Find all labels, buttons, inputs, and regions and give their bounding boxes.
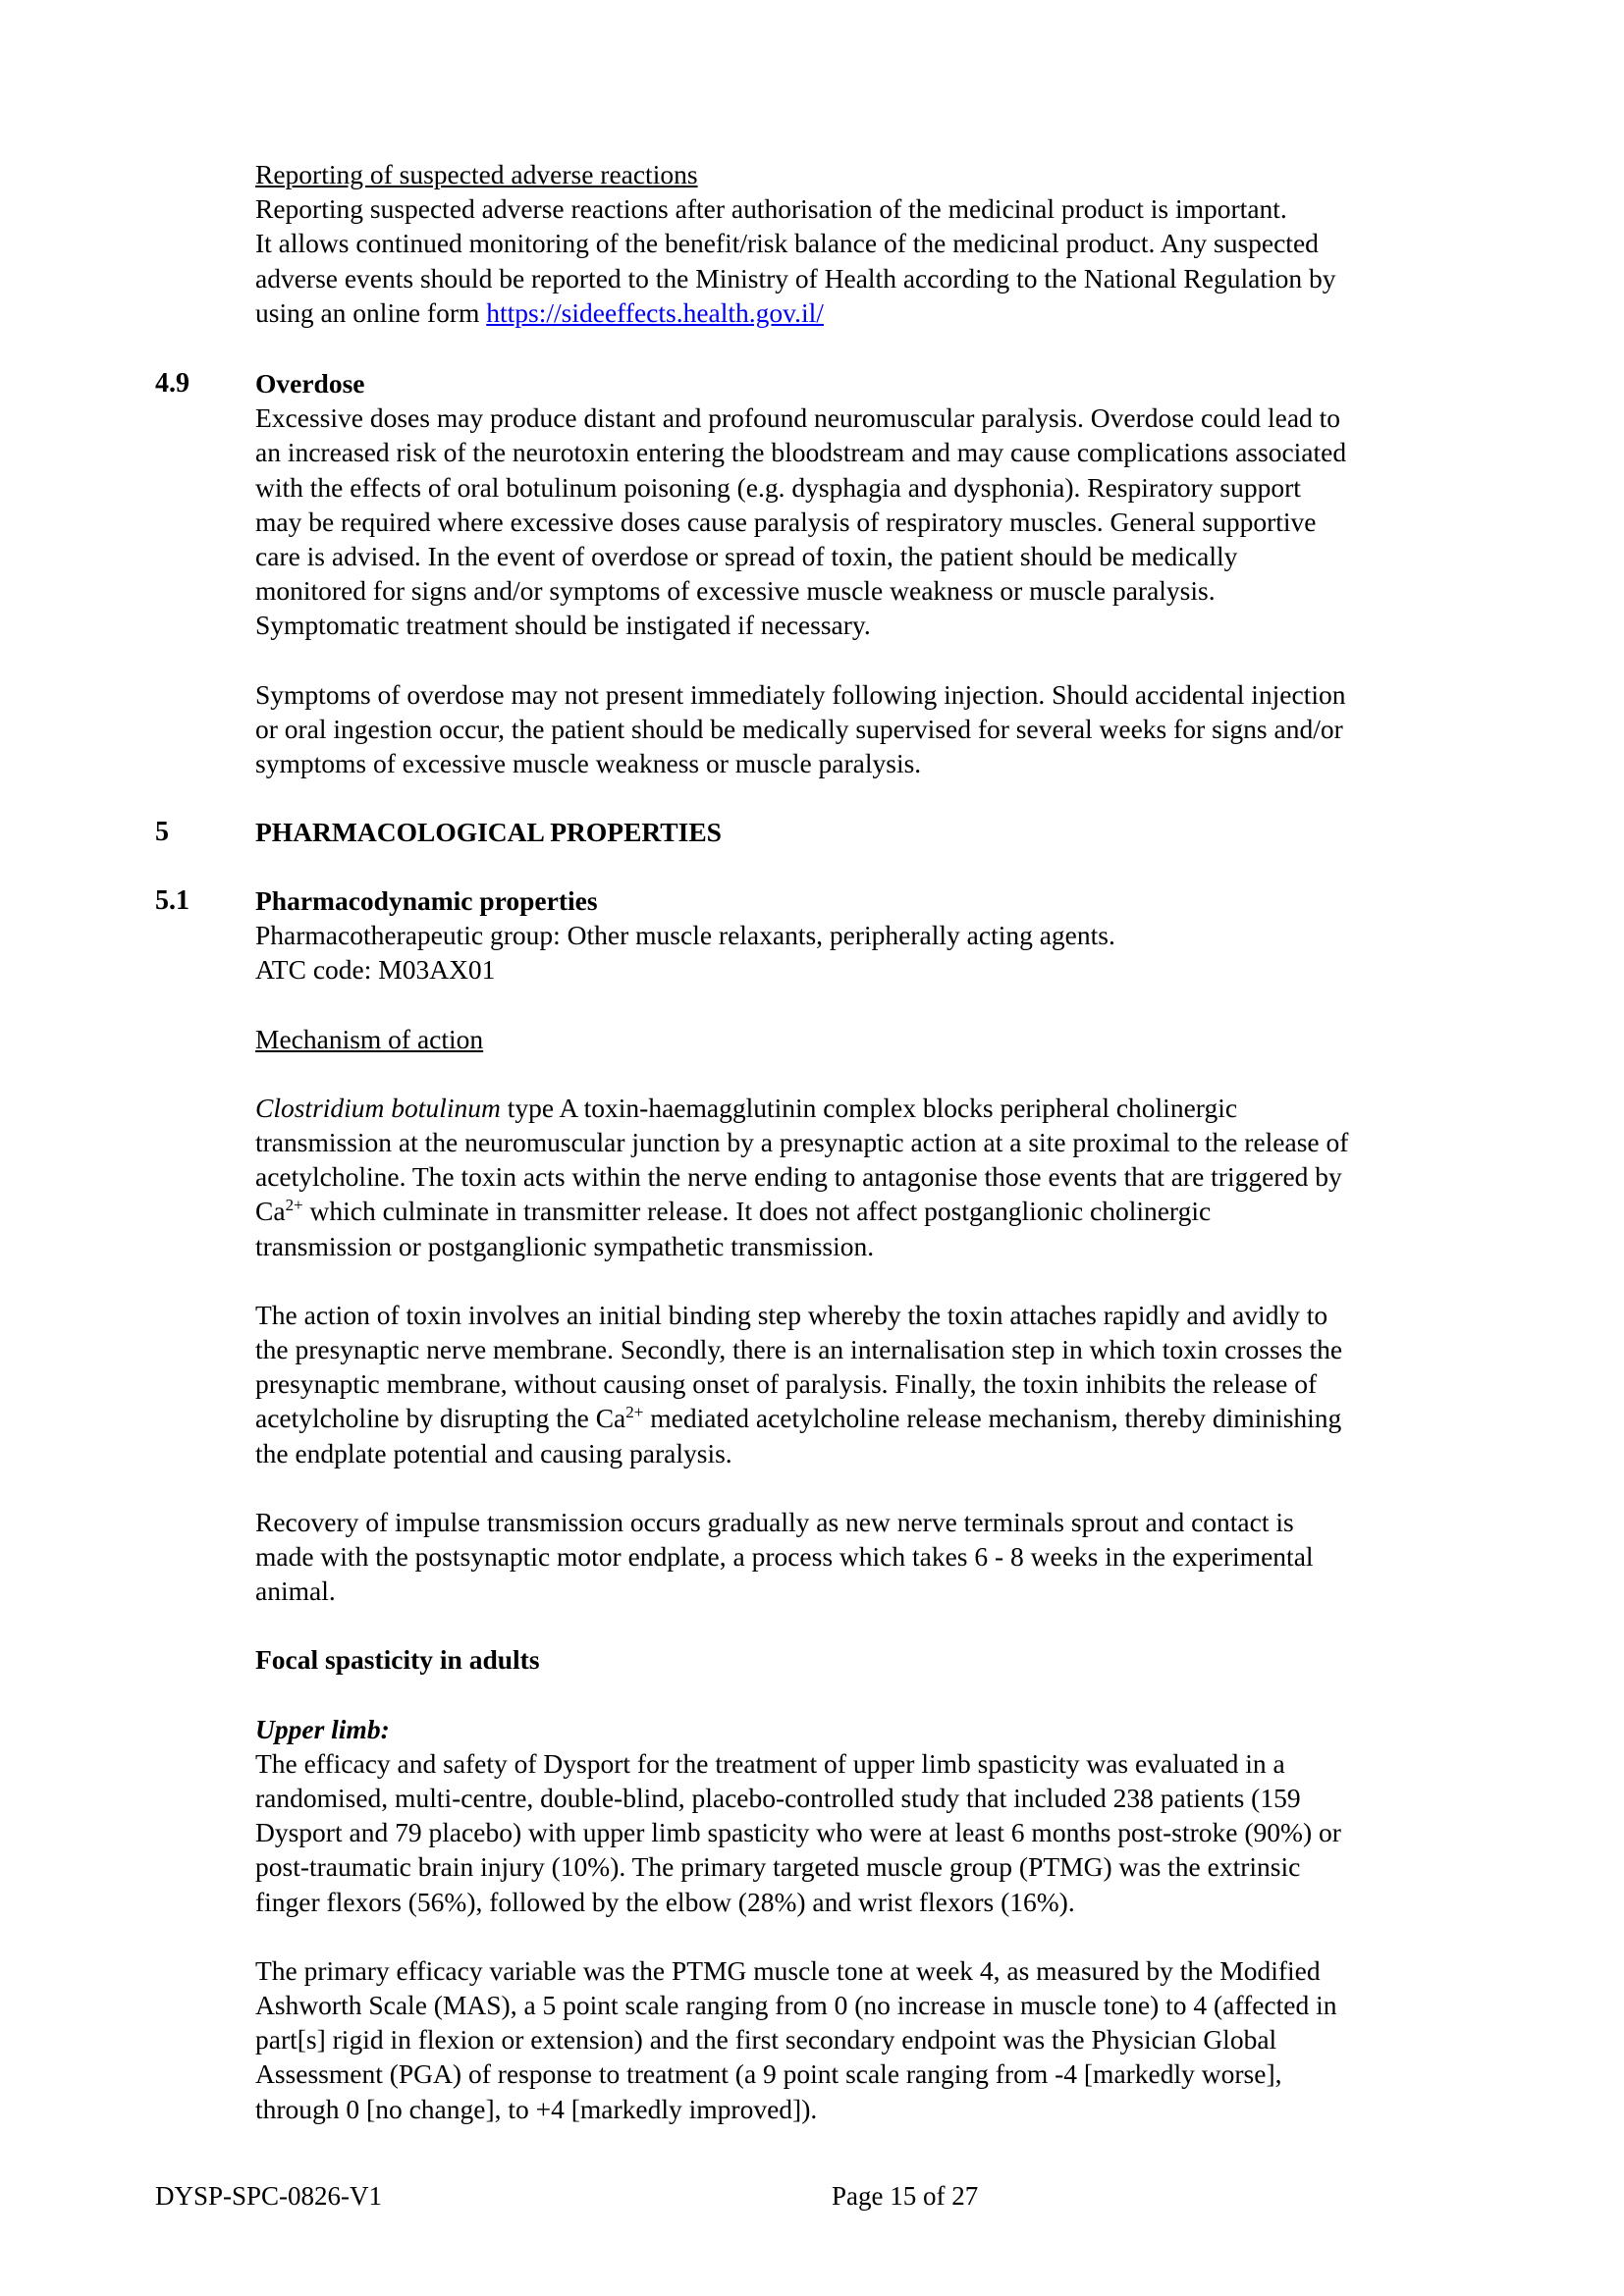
paragraph-line: The efficacy and safety of Dysport for the treatment of upper limb spasticity was evaluated in a: [255, 1747, 1285, 1779]
footer-page-number: Page 15 of 27: [832, 2181, 979, 2211]
paragraph-line: The primary efficacy variable was the PTMG muscle tone at week 4, as measured by the Modified: [255, 1954, 1321, 1986]
sideeffects-link[interactable]: https://sideeffects.health.gov.il/: [486, 296, 824, 328]
paragraph-line: Ashworth Scale (MAS), a 5 point scale ranging from 0 (no increase in muscle tone) to 4 (affected in: [255, 1990, 1337, 2021]
paragraph-line: [255, 1194, 1492, 1228]
pharmacodynamic-heading: Pharmacodynamic properties: [255, 885, 598, 916]
paragraph-line: monitored for signs and/or symptoms of excessive muscle weakness or muscle paralysis.: [255, 575, 1216, 607]
species-name: Clostridium botulinum: [255, 1092, 501, 1123]
paragraph-line: an increased risk of the neurotoxin entering the bloodstream and may cause complications associated: [255, 437, 1347, 468]
paragraph-line: symptoms of excessive muscle weakness or muscle paralysis.: [255, 748, 922, 779]
paragraph-line: may be required where excessive doses cause paralysis of respiratory muscles. General supportive: [255, 506, 1317, 537]
text-run: acetylcholine by disrupting the Ca: [255, 1403, 626, 1434]
reporting-line: Reporting suspected adverse reactions after authorisation of the medicinal product is important.: [255, 193, 1287, 225]
reporting-line: adverse events should be reported to the Ministry of Health according to the National Regulation by: [255, 262, 1336, 294]
section-number-4-9: 4.9: [155, 368, 189, 399]
paragraph-line: [255, 1091, 1492, 1125]
paragraph-line: The action of toxin involves an initial binding step whereby the toxin attaches rapidly and avidly to: [255, 1299, 1328, 1330]
paragraph-line: Excessive doses may produce distant and profound neuromuscular paralysis. Overdose could lead to: [255, 402, 1341, 434]
calcium-symbol: Ca: [255, 1196, 286, 1227]
mechanism-heading: Mechanism of action: [255, 1023, 484, 1054]
text-run: which culminate in transmitter release. It does not affect postganglionic cholinergic: [302, 1196, 1212, 1227]
calcium-charge: 2+: [285, 1196, 303, 1215]
reporting-line-prefix: using an online form: [255, 296, 487, 328]
reporting-title: Reporting of suspected adverse reactions: [255, 159, 698, 189]
calcium-charge: 2+: [625, 1403, 644, 1422]
paragraph-line: the presynaptic nerve membrane. Secondly, there is an internalisation step in which toxin crosses the: [255, 1334, 1343, 1365]
paragraph-line: part[s] rigid in flexion or extension) and the first secondary endpoint was the Physician Global: [255, 2024, 1277, 2056]
reporting-line: It allows continued monitoring of the benefit/risk balance of the medicinal product. Any suspected: [255, 228, 1319, 259]
paragraph-line: post-traumatic brain injury (10%). The primary targeted muscle group (PTMG) was the extrinsic: [255, 1851, 1301, 1883]
section-number-5: 5: [155, 817, 169, 847]
overdose-section: [255, 366, 1492, 780]
overdose-heading: Overdose: [255, 368, 365, 399]
paragraph-line: transmission or postganglionic sympathetic transmission.: [255, 1230, 875, 1261]
text-run: type A toxin-haemagglutinin complex blocks peripheral cholinergic: [500, 1092, 1238, 1123]
text-run: mediated acetylcholine release mechanism, thereby diminishing: [643, 1403, 1342, 1434]
paragraph-line: with the effects of oral botulinum poisoning (e.g. dysphagia and dysphonia). Respiratory support: [255, 471, 1301, 503]
paragraph-line: Assessment (PGA) of response to treatment (a 9 point scale ranging from -4 [markedly worse],: [255, 2058, 1282, 2090]
focal-spasticity-heading: Focal spasticity in adults: [255, 1644, 540, 1676]
paragraph-line: animal.: [255, 1575, 336, 1607]
reporting-line: [255, 295, 1492, 330]
paragraph-line: the endplate potential and causing paralysis.: [255, 1437, 732, 1468]
pharmacodynamic-section: [255, 883, 1492, 2126]
paragraph-line: through 0 [no change], to +4 [markedly improved]).: [255, 2093, 818, 2124]
paragraph-line: Symptoms of overdose may not present immediately following injection. Should accidental injection: [255, 678, 1346, 710]
paragraph-line: care is advised. In the event of overdose or spread of toxin, the patient should be medically: [255, 541, 1238, 572]
paragraph-line: or oral ingestion occur, the patient should be medically supervised for several weeks for signs and/or: [255, 713, 1343, 744]
reporting-section: [255, 157, 1492, 330]
paragraph-line: presynaptic membrane, without causing onset of paralysis. Finally, the toxin inhibits the release of: [255, 1368, 1318, 1400]
footer-doc-code: DYSP-SPC-0826-V1: [155, 2181, 383, 2211]
paragraph-line: randomised, multi-centre, double-blind, placebo-controlled study that included 238 patients (159: [255, 1783, 1301, 1814]
pharmacotherapeutic-group: Pharmacotherapeutic group: Other muscle relaxants, peripherally acting agents.: [255, 920, 1115, 951]
paragraph-line: finger flexors (56%), followed by the elbow (28%) and wrist flexors (16%).: [255, 1886, 1075, 1917]
pharmacological-section: [255, 815, 1492, 849]
atc-code: ATC code: M03AX01: [255, 954, 496, 986]
paragraph-line: Symptomatic treatment should be instigated if necessary.: [255, 610, 871, 641]
paragraph-line: [255, 1401, 1492, 1435]
upper-limb-heading: Upper limb:: [255, 1713, 390, 1744]
paragraph-line: transmission at the neuromuscular junction by a presynaptic action at a site proximal to the release of: [255, 1127, 1349, 1158]
section-number-5-1: 5.1: [155, 885, 189, 916]
paragraph-line: Recovery of impulse transmission occurs gradually as new nerve terminals sprout and contact is: [255, 1506, 1294, 1537]
paragraph-line: acetylcholine. The toxin acts within the nerve ending to antagonise those events that are triggered by: [255, 1161, 1342, 1193]
paragraph-line: Dysport and 79 placebo) with upper limb spasticity who were at least 6 months post-stroke (90%) or: [255, 1817, 1341, 1848]
pharmacological-heading: PHARMACOLOGICAL PROPERTIES: [255, 817, 722, 847]
paragraph-line: made with the postsynaptic motor endplate, a process which takes 6 - 8 weeks in the experimental: [255, 1541, 1314, 1573]
